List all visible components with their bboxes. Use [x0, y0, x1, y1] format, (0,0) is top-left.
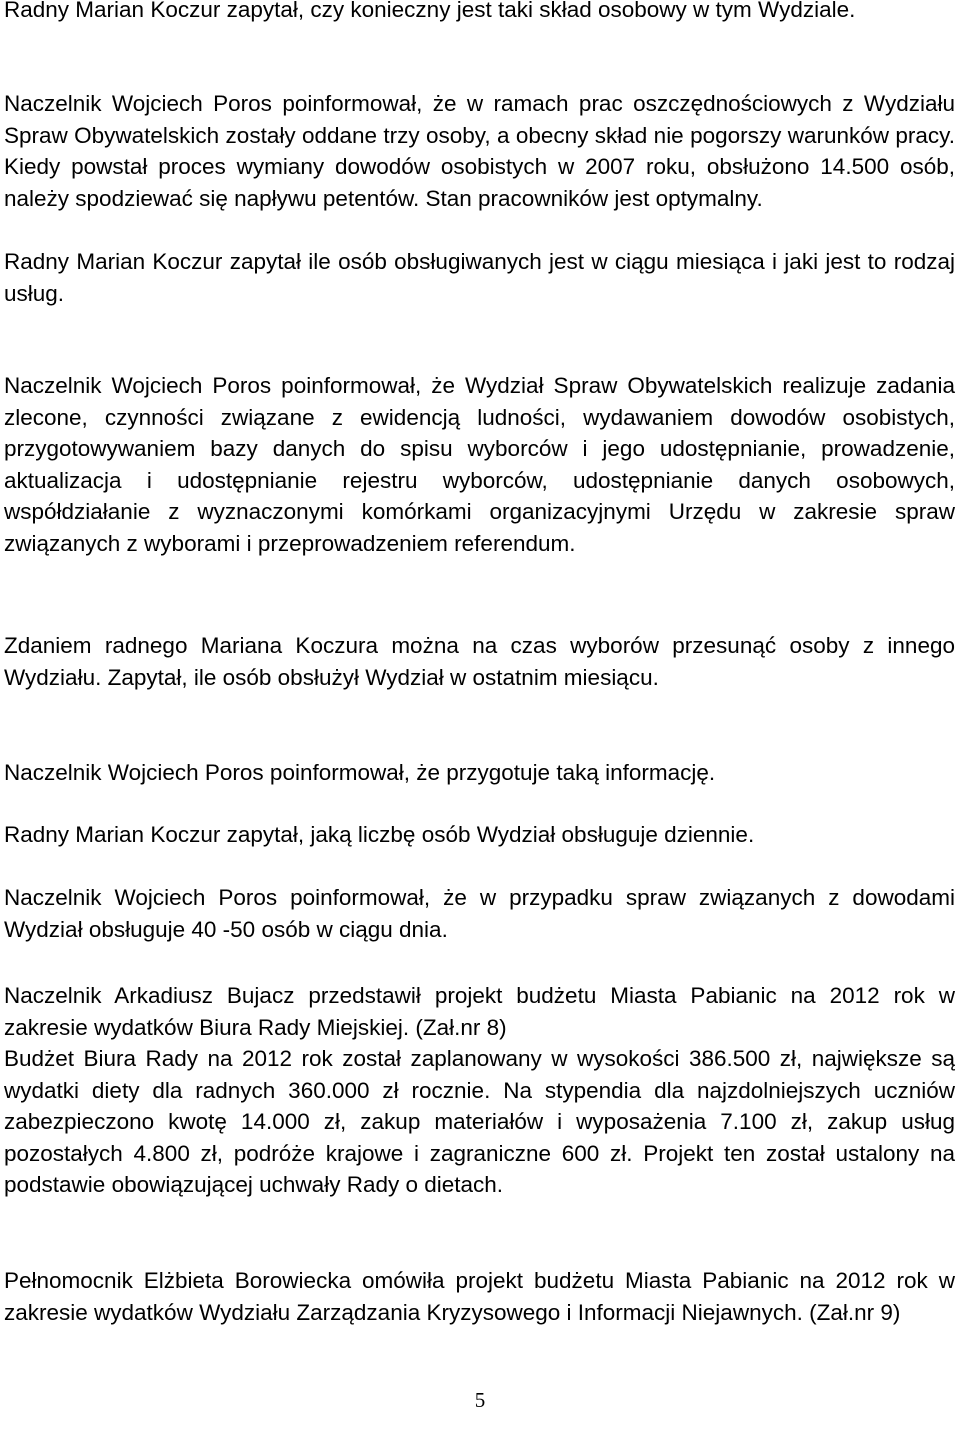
paragraph-koczur-question-daily: Radny Marian Koczur zapytał, jaką liczbę osób Wydział obsługuje dziennie. — [4, 822, 755, 847]
paragraph-biuro-rady-budget: Budżet Biura Rady na 2012 rok został zaplanowany w wysokości 386.500 zł, największe są wydatki diety dla radnych 360.000 zł rocznie. Na stypendia dla najzdolniejszych uczniów zabezpieczono kwotę 14.000 zł, zakup materiałów i wyposażenia 7.100 zł, zakup usług pozostałych 4.800 zł, podróże krajowe i zagraniczne 600 zł. Projekt ten został ustalony na podstawie obowiązującej uchwały Rady o dietach. — [4, 1046, 955, 1197]
paragraph-poros-staff-reply: Naczelnik Wojciech Poros poinformował, że w ramach prac oszczędnościowych z Wydziału Spraw Obywatelskich zostały oddane trzy osoby, a obecny skład nie pogorszy warunków pracy. Kiedy powstał proces wymiany dowodów osobistych w 2007 roku, obsłużono 14.500 osób, należy spodziewać się napływu petentów. Stan pracowników jest optymalny. — [4, 91, 955, 211]
paragraph-poros-tasks-reply: Naczelnik Wojciech Poros poinformował, że Wydział Spraw Obywatelskich realizuje zadania zlecone, czynności związane z ewidencją ludności, wydawaniem dowodów osobistych, przygotowywaniem bazy danych do spisu wyborców i jego udostępnianie, prowadzenie, aktualizacja i udostępnianie rejestru wyborców, udostępnianie danych osobowych, współdziałanie z wyznaczonymi komórkami organizacyjnymi Urzędu w zakresie spraw związanych z wyborami i przeprowadzeniem referendum. — [4, 373, 955, 556]
paragraph-koczur-question-staff: Radny Marian Koczur zapytał, czy konieczny jest taki skład osobowy w tym Wydziale. — [4, 0, 856, 22]
paragraph-bujacz-budget-intro: Naczelnik Arkadiusz Bujacz przedstawił projekt budżetu Miasta Pabianic na 2012 rok w zakresie wydatków Biura Rady Miejskiej. (Zał.nr 8) — [4, 983, 955, 1040]
paragraph-poros-daily-reply: Naczelnik Wojciech Poros poinformował, że w przypadku spraw związanych z dowodami Wydział obsługuje 40 -50 osób w ciągu dnia. — [4, 885, 955, 942]
paragraph-koczur-question-clients: Radny Marian Koczur zapytał ile osób obsługiwanych jest w ciągu miesiąca i jaki jest to rodzaj usług. — [4, 249, 955, 306]
paragraph-poros-prepare-info: Naczelnik Wojciech Poros poinformował, że przygotuje taką informację. — [4, 760, 716, 785]
page-number: 5 — [474, 1388, 486, 1412]
paragraph-borowiecka-budget: Pełnomocnik Elżbieta Borowiecka omówiła projekt budżetu Miasta Pabianic na 2012 rok w zakresie wydatków Wydziału Zarządzania Kryzysowego i Informacji Niejawnych. (Zał.nr 9) — [4, 1268, 955, 1325]
paragraph-koczur-opinion: Zdaniem radnego Mariana Koczura można na czas wyborów przesunąć osoby z innego Wydziału. Zapytał, ile osób obsłużył Wydział w ostatnim miesiącu. — [4, 633, 955, 690]
